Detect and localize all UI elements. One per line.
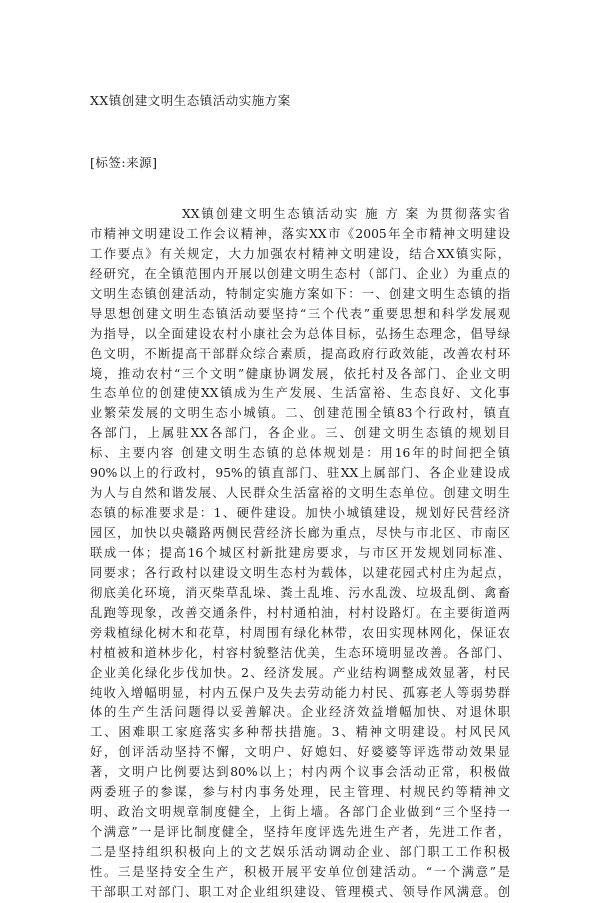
body-line: 村植被和道林步化，村容村貌整洁优美，生态环境明显改善。各部门、 <box>90 645 510 660</box>
body-line: 乱跑等现象，改善交通条件，村村通柏油，村村设路灯。在主要街道两 <box>90 605 510 620</box>
document-tag: [标签:来源] <box>90 155 158 170</box>
body-line: 明、政治文明规章制度健全，上街上墙。各部门企业做到“三个坚持一 <box>90 805 510 820</box>
body-line: 性。三是坚持安全生产，积极开展平安单位创建活动。“一个满意”是 <box>90 864 510 879</box>
body-line: 导思想创建文明生态镇活动要坚持“三个代表”重要思想和科学发展观 <box>90 306 510 321</box>
body-line: 工、困难职工家庭落实多种帮扶措施。3、精神文明建设。村风民风 <box>90 725 510 740</box>
body-line: 著，文明户比例要达到80%以上；村内两个议事会活动正常，积极做 <box>90 765 510 780</box>
body-line: 生态单位的创建使XX镇成为生产发展、生活富裕、生态良好、文化事 <box>90 386 510 401</box>
body-line: 市精神文明建设工作会议精神，落实XX市《2005年全市精神文明建设 <box>90 226 510 241</box>
body-line: 为人与自然和谐发展、人民群众生活富裕的文明生态单位。创建文明生 <box>90 486 510 501</box>
body-line: 两委班子的参谋，参与村内事务处理，民主管理、村规民约等精神文 <box>90 785 510 800</box>
body-line: 好，创评活动坚持不懈，文明户、好媳妇、好婆婆等评选带动效果显 <box>90 745 510 760</box>
body-line: 文明生态镇创建活动，特制定实施方案如下：一、创建文明生态镇的指 <box>90 286 510 301</box>
body-line: 色文明，不断提高干部群众综合素质，提高政府行政效能，改善农村环 <box>90 346 510 361</box>
body-line: 旁栽植绿化树木和花草，村周围有绿化林带，农田实现林网化，保证农 <box>90 625 510 640</box>
body-line: 联成一体；提高16个城区村新批建房要求，与市区开发规划同标准、 <box>90 545 510 560</box>
body-line: 工作要点》有关规定，大力加强农村精神文明建设，结合XX镇实际， <box>90 246 510 261</box>
body-line: 纯收入增幅明显，村内五保户及失去劳动能力村民、孤寡老人等弱势群 <box>90 685 510 700</box>
body-line: 同要求；各行政村以建设文明生态村为载体，以建花园式村庄为起点， <box>90 565 510 580</box>
document-title: XX镇创建文明生态镇活动实施方案 <box>90 93 291 108</box>
body-line: 二是坚持组织积极向上的文艺娱乐活动调动企业、部门职工工作积极 <box>90 845 510 859</box>
body-line: 业繁荣发展的文明生态小城镇。二、创建范围全镇83个行政村，镇直 <box>90 406 510 421</box>
body-line: 境，推动农村“三个文明”健康协调发展，依托村及各部门、企业文明 <box>90 366 510 381</box>
body-line: 干部职工对部门、职工对企业组织建设、管理模式、领导作风满意。创 <box>90 884 510 899</box>
body-line: XX镇创建文明生态镇活动实 施 方 案 为贯彻落实省 <box>182 207 510 221</box>
body-line: 态镇的标准要求是：1、硬件建设。加快小城镇建设，规划好民营经济 <box>90 506 510 521</box>
document-body <box>90 205 510 903</box>
body-line: 体的生产生活问题得以妥善解决。企业经济效益增幅加快、对退休职 <box>90 705 510 720</box>
body-line: 企业美化绿化步伐加快。2、经济发展。产业结构调整成效显著，村民 <box>90 665 510 680</box>
body-line: 彻底美化环境，消灭柴草乱垛、粪土乱堆、污水乱泼、垃圾乱倒、禽畜 <box>90 585 510 600</box>
body-line: 90%以上的行政村，95%的镇直部门、驻XX上属部门、各企业建设成 <box>90 466 510 481</box>
body-line: 园区，加快以央赣路两侧民营经济长廊为重点，尽快与市北区、市南区 <box>90 526 510 540</box>
body-line: 为指导，以全面建设农村小康社会为总体目标，弘扬生态理念，倡导绿 <box>90 326 510 341</box>
body-line: 经研究，在全镇范围内开展以创建文明生态村（部门、企业）为重点的 <box>90 266 510 281</box>
body-line: 各部门，上属驻XX各部门，各企业。三、创建文明生态镇的规划目 <box>90 426 510 441</box>
body-line: 标、主要内容 创建文明生态镇的总体规划是：用16年的时间把全镇 <box>90 446 510 461</box>
body-line: 个满意”一是评比制度健全，坚持年度评选先进生产者，先进工作者， <box>90 825 510 840</box>
